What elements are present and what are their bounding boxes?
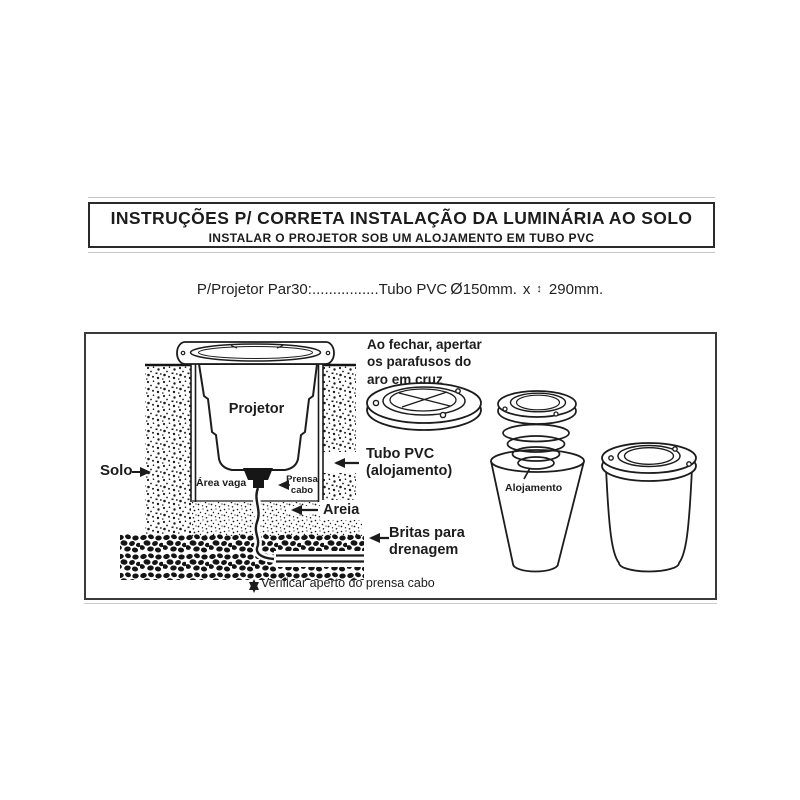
label-line: os parafusos do [367, 354, 472, 370]
label-line: (alojamento) [366, 463, 453, 480]
housing-label: Alojamento [505, 482, 563, 494]
sand-label: Areia [320, 500, 362, 520]
label-line: Prensa [286, 474, 318, 485]
cable-gland [243, 468, 273, 488]
spec-text: P/Projetor Par30:................Tubo PVC [196, 281, 448, 298]
label-line: aro em cruz [367, 371, 443, 387]
height-icon: ↕ [536, 283, 542, 295]
soil-label: Solo [100, 462, 133, 479]
label-line: drenagem [389, 542, 459, 559]
spec-height-value: 290mm. [548, 281, 604, 298]
label-line: Ao fechar, apertar [367, 337, 482, 352]
cable-gland-label [284, 475, 320, 497]
cross-section-group [120, 342, 389, 591]
top-ring-flange [177, 342, 334, 364]
close-instruction-label [367, 336, 482, 388]
page-title: INSTRUÇÕES P/ CORRETA INSTALAÇÃO DA LUMINÁRIA AO SOLO [110, 208, 693, 228]
label-line: cabo [290, 484, 314, 496]
label-line: Britas para [389, 525, 465, 541]
gravel-label [389, 525, 465, 559]
title-box [88, 202, 715, 248]
diagram-box [84, 332, 717, 600]
diameter-icon: Ø [450, 281, 463, 298]
pvc-tube-label [366, 446, 452, 480]
spec-line [0, 281, 800, 299]
projector-label: Projetor [228, 401, 285, 417]
spec-multiply: x [522, 281, 531, 298]
exploded-flange [498, 391, 576, 424]
ring-figure [367, 383, 481, 430]
page-subtitle: INSTALAR O PROJETOR SOB UM ALOJAMENTO EM TUBO PVC [208, 231, 595, 245]
assembled-figure [602, 443, 696, 572]
check-tightness-note: Verificar aperto do prensa cabo [261, 576, 435, 590]
spec-diameter-value: 150mm. [462, 281, 517, 298]
empty-area-label: Área vaga [196, 477, 247, 489]
label-line: Tubo PVC [366, 446, 435, 462]
